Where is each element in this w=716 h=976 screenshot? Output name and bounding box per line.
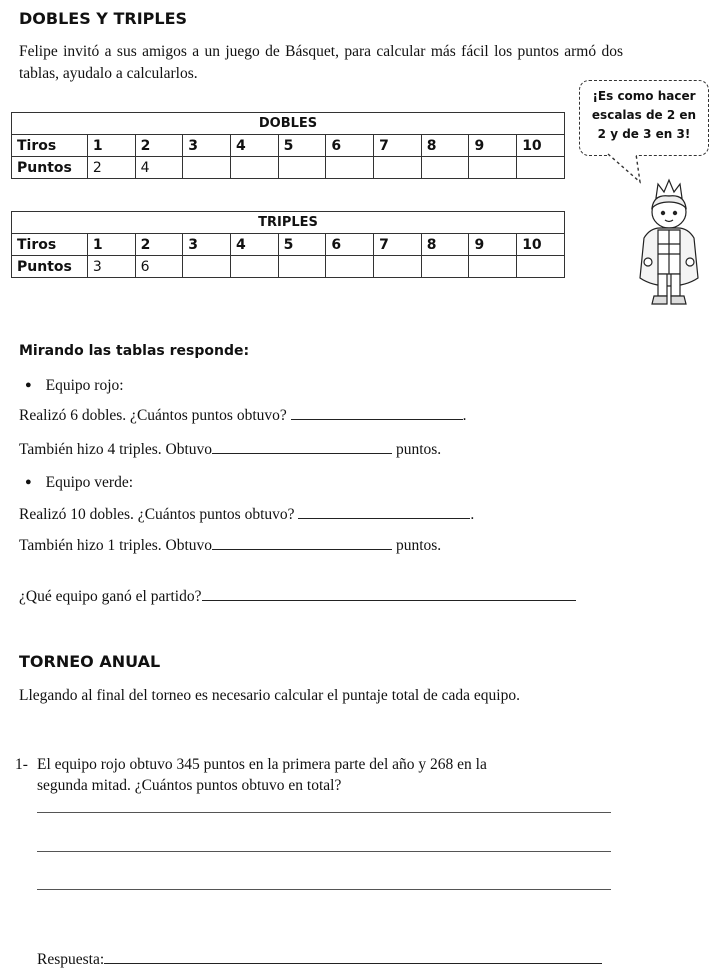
question-2	[19, 439, 441, 461]
question-2-text: También hizo 4 triples. Obtuvo	[19, 441, 213, 458]
tiros-cell: 5	[278, 135, 326, 157]
row-label: Puntos	[12, 157, 88, 179]
tiros-cell: 1	[87, 135, 135, 157]
puntos-cell[interactable]	[469, 256, 517, 278]
tiros-cell: 5	[278, 234, 326, 256]
prince-illustration-icon	[636, 178, 702, 314]
puntos-cell[interactable]	[469, 157, 517, 179]
row-label: Tiros	[12, 234, 88, 256]
answer-label: Respuesta:	[37, 951, 105, 968]
puntos-cell[interactable]	[421, 256, 469, 278]
puntos-cell[interactable]	[374, 256, 422, 278]
triples-header: TRIPLES	[12, 212, 565, 234]
puntos-cell[interactable]	[183, 256, 231, 278]
work-line[interactable]	[37, 889, 611, 890]
dobles-tiros-row	[12, 135, 565, 157]
tiros-cell: 9	[469, 135, 517, 157]
dobles-puntos-row	[12, 157, 565, 179]
puntos-cell[interactable]	[326, 256, 374, 278]
tiros-cell: 10	[517, 234, 565, 256]
bubble-line: 2 y de 3 en 3!	[597, 127, 691, 141]
answer-blank[interactable]	[212, 439, 392, 454]
puntos-cell[interactable]	[326, 157, 374, 179]
problem-line-2: segunda mitad. ¿Cuántos puntos obtuvo en total?	[37, 777, 342, 794]
answer-blank[interactable]	[212, 535, 392, 550]
answer-row	[37, 949, 602, 971]
triples-puntos-row	[12, 256, 565, 278]
answer-blank[interactable]	[104, 949, 602, 964]
question-4	[19, 535, 441, 557]
answer-blank[interactable]	[202, 586, 576, 601]
team-rojo-bullet	[25, 377, 124, 395]
bubble-line: escalas de 2 en	[591, 108, 697, 122]
tiros-cell: 4	[230, 135, 278, 157]
tiros-cell: 7	[374, 135, 422, 157]
question-3-text: Realizó 10 dobles. ¿Cuántos puntos obtuvo?	[19, 506, 295, 523]
tiros-cell: 7	[374, 234, 422, 256]
period: .	[462, 407, 467, 424]
intro-paragraph-2: Llegando al final del torneo es necesario calcular el puntaje total de cada equipo.	[19, 687, 520, 704]
puntos-cell: 6	[135, 256, 183, 278]
tiros-cell: 3	[183, 135, 231, 157]
tiros-cell: 9	[469, 234, 517, 256]
work-line[interactable]	[37, 851, 611, 852]
tiros-cell: 4	[230, 234, 278, 256]
puntos-cell[interactable]	[421, 157, 469, 179]
puntos-cell[interactable]	[517, 157, 565, 179]
dobles-table	[11, 112, 565, 179]
row-label: Puntos	[12, 256, 88, 278]
puntos-cell[interactable]	[278, 157, 326, 179]
subtitle: Mirando las tablas responde:	[19, 343, 250, 359]
question-4-suffix: puntos.	[395, 537, 442, 554]
worksheet-title: DOBLES Y TRIPLES	[19, 9, 188, 28]
section-title-torneo: TORNEO ANUAL	[19, 652, 161, 671]
tiros-cell: 6	[326, 135, 374, 157]
puntos-cell[interactable]	[278, 256, 326, 278]
question-5-text: ¿Qué equipo ganó el partido?	[19, 588, 202, 605]
work-line[interactable]	[37, 812, 611, 813]
triples-table	[11, 211, 565, 278]
dobles-header: DOBLES	[12, 113, 565, 135]
tiros-cell: 6	[326, 234, 374, 256]
intro-paragraph: Felipe invitó a sus amigos a un juego de Básquet, para calcular más fácil los puntos armó dos tablas, ayudalo a calcularlos.	[19, 43, 623, 82]
puntos-cell: 3	[87, 256, 135, 278]
speech-bubble	[579, 80, 709, 156]
tiros-cell: 1	[87, 234, 135, 256]
tiros-cell: 10	[517, 135, 565, 157]
puntos-cell: 2	[87, 157, 135, 179]
puntos-cell[interactable]	[517, 256, 565, 278]
puntos-cell: 4	[135, 157, 183, 179]
answer-blank[interactable]	[291, 405, 463, 420]
team-verde-label: ● Equipo verde:	[25, 474, 133, 492]
triples-tiros-row	[12, 234, 565, 256]
question-1-text: Realizó 6 dobles. ¿Cuántos puntos obtuvo?	[19, 407, 287, 424]
question-4-text: También hizo 1 triples. Obtuvo	[19, 537, 213, 554]
tiros-cell: 8	[421, 135, 469, 157]
tiros-cell: 2	[135, 234, 183, 256]
puntos-cell[interactable]	[374, 157, 422, 179]
puntos-cell[interactable]	[230, 256, 278, 278]
question-5	[19, 586, 576, 608]
problem-line-1: El equipo rojo obtuvo 345 puntos en la primera parte del año y 268 en la	[37, 756, 487, 773]
tiros-cell: 2	[135, 135, 183, 157]
question-1	[19, 405, 467, 427]
problem-number: 1-	[15, 756, 28, 773]
tiros-cell: 3	[183, 234, 231, 256]
row-label: Tiros	[12, 135, 88, 157]
team-verde-bullet	[25, 474, 133, 492]
tiros-cell: 8	[421, 234, 469, 256]
answer-blank[interactable]	[298, 504, 470, 519]
puntos-cell[interactable]	[183, 157, 231, 179]
question-3	[19, 504, 474, 526]
bubble-line: ¡Es como hacer	[592, 89, 696, 103]
question-2-suffix: puntos.	[395, 441, 442, 458]
period: .	[470, 506, 475, 523]
puntos-cell[interactable]	[230, 157, 278, 179]
team-rojo-label: ● Equipo rojo:	[25, 377, 124, 395]
